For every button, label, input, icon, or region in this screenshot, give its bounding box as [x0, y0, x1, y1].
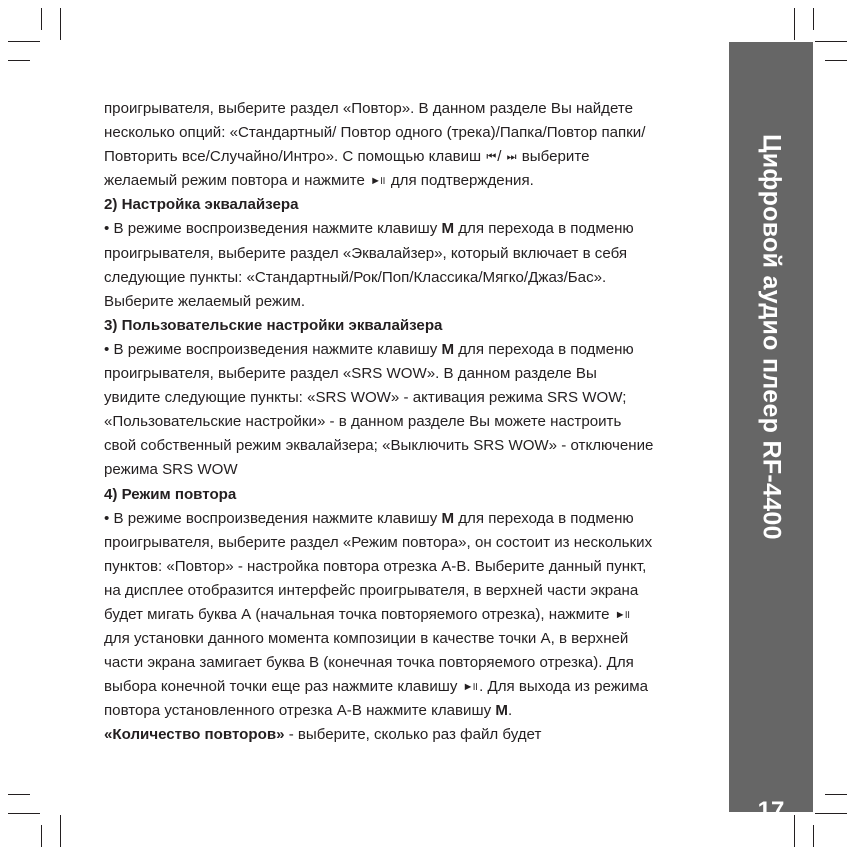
crop-mark — [825, 60, 847, 61]
text-line: повтора установленного отрезка А-В нажмите клавишу M. — [104, 702, 513, 720]
text-line: для установки данного момента композиции в качестве точки А, в верхней — [104, 630, 629, 648]
text-line: увидите следующие пункты: «SRS WOW» - активация режима SRS WOW; — [104, 389, 627, 407]
crop-mark — [41, 8, 42, 30]
text-line: части экрана замигает буква В (конечная точка повторяемого отрезка). Для — [104, 654, 634, 672]
text-line: • В режиме воспроизведения нажмите клавишу M для перехода в подменю — [104, 340, 634, 358]
crop-mark — [8, 794, 30, 795]
text-line: Повторить все/Случайно/Интро». С помощью клавиш ⏮ / ⏭ выберите — [104, 145, 704, 169]
crop-mark — [813, 8, 814, 30]
crop-mark — [8, 813, 40, 814]
section-heading: 3) Пользовательские настройки эквалайзера — [104, 316, 443, 334]
text-line: • В режиме воспроизведения нажмите клавишу M для перехода в подменю — [104, 509, 634, 527]
text-line: Выберите желаемый режим. — [104, 292, 306, 310]
text-line: пунктов: «Повтор» - настройка повтора отрезка А-В. Выберите данный пункт, — [104, 557, 647, 575]
play-pause-icon: ►॥ — [462, 681, 477, 694]
crop-mark — [813, 825, 814, 847]
text-line: на дисплее отобразится интерфейс проигрывателя, в верхней части экрана — [104, 581, 639, 599]
text-line: выбора конечной точки еще раз нажмите клавишу ►॥ . Для выхода из режима — [104, 675, 704, 699]
sidebar-title: Цифровой аудио плеер RF-4400 — [757, 134, 786, 540]
text-line: «Пользовательские настройки» - в данном разделе Вы можете настроить — [104, 413, 622, 431]
section-heading: 4) Режим повтора — [104, 485, 237, 503]
crop-mark — [41, 825, 42, 847]
previous-track-icon: ⏮ — [486, 151, 495, 164]
crop-mark — [8, 60, 30, 61]
crop-mark — [60, 8, 61, 40]
text-line: несколько опций: «Стандартный/ Повтор одного (трека)/Папка/Повтор папки/ — [104, 124, 646, 142]
key-m: M — [441, 220, 455, 238]
repeat-count-label: «Количество повторов» — [104, 726, 285, 744]
text-line: следующие пункты: «Стандартный/Рок/Поп/Классика/Мягко/Джаз/Бас». — [104, 268, 607, 286]
text-line: проигрывателя, выберите раздел «Эквалайзер», который включает в себя — [104, 244, 628, 262]
key-m: M — [441, 340, 455, 358]
text-line: желаемый режим повтора и нажмите ►॥ для подтверждения. — [104, 169, 704, 193]
text-line: • В режиме воспроизведения нажмите клавишу M для перехода в подменю — [104, 220, 634, 238]
text-line: проигрывателя, выберите раздел «Повтор». В данном разделе Вы найдете — [104, 100, 634, 117]
text-line: свой собственный режим эквалайзера; «Выключить SRS WOW» - отключение — [104, 437, 654, 455]
sidebar-band — [729, 42, 813, 824]
text-line: проигрывателя, выберите раздел «SRS WOW». В данном разделе Вы — [104, 365, 597, 383]
crop-mark — [794, 8, 795, 40]
crop-mark — [815, 41, 847, 42]
crop-mark — [815, 813, 847, 814]
crop-mark — [60, 815, 61, 847]
text-line: проигрывателя, выберите раздел «Режим повтора», он состоит из нескольких — [104, 533, 653, 551]
next-track-icon: ⏭ — [506, 151, 515, 164]
crop-mark — [825, 794, 847, 795]
text-line: «Количество повторов» - выберите, сколько раз файл будет — [104, 726, 542, 744]
text-line: режима SRS WOW — [104, 461, 238, 479]
section-heading: 2) Настройка эквалайзера — [104, 196, 299, 214]
crop-mark — [8, 41, 40, 42]
text-line: будет мигать буква А (начальная точка повторяемого отрезка), нажмите ►॥ — [104, 603, 704, 627]
body-text — [104, 97, 704, 748]
play-pause-icon: ►॥ — [614, 608, 629, 621]
key-m: M — [441, 509, 455, 527]
key-m: M — [495, 702, 508, 720]
play-pause-icon: ►॥ — [370, 175, 384, 188]
page-number: 17 — [757, 797, 785, 824]
